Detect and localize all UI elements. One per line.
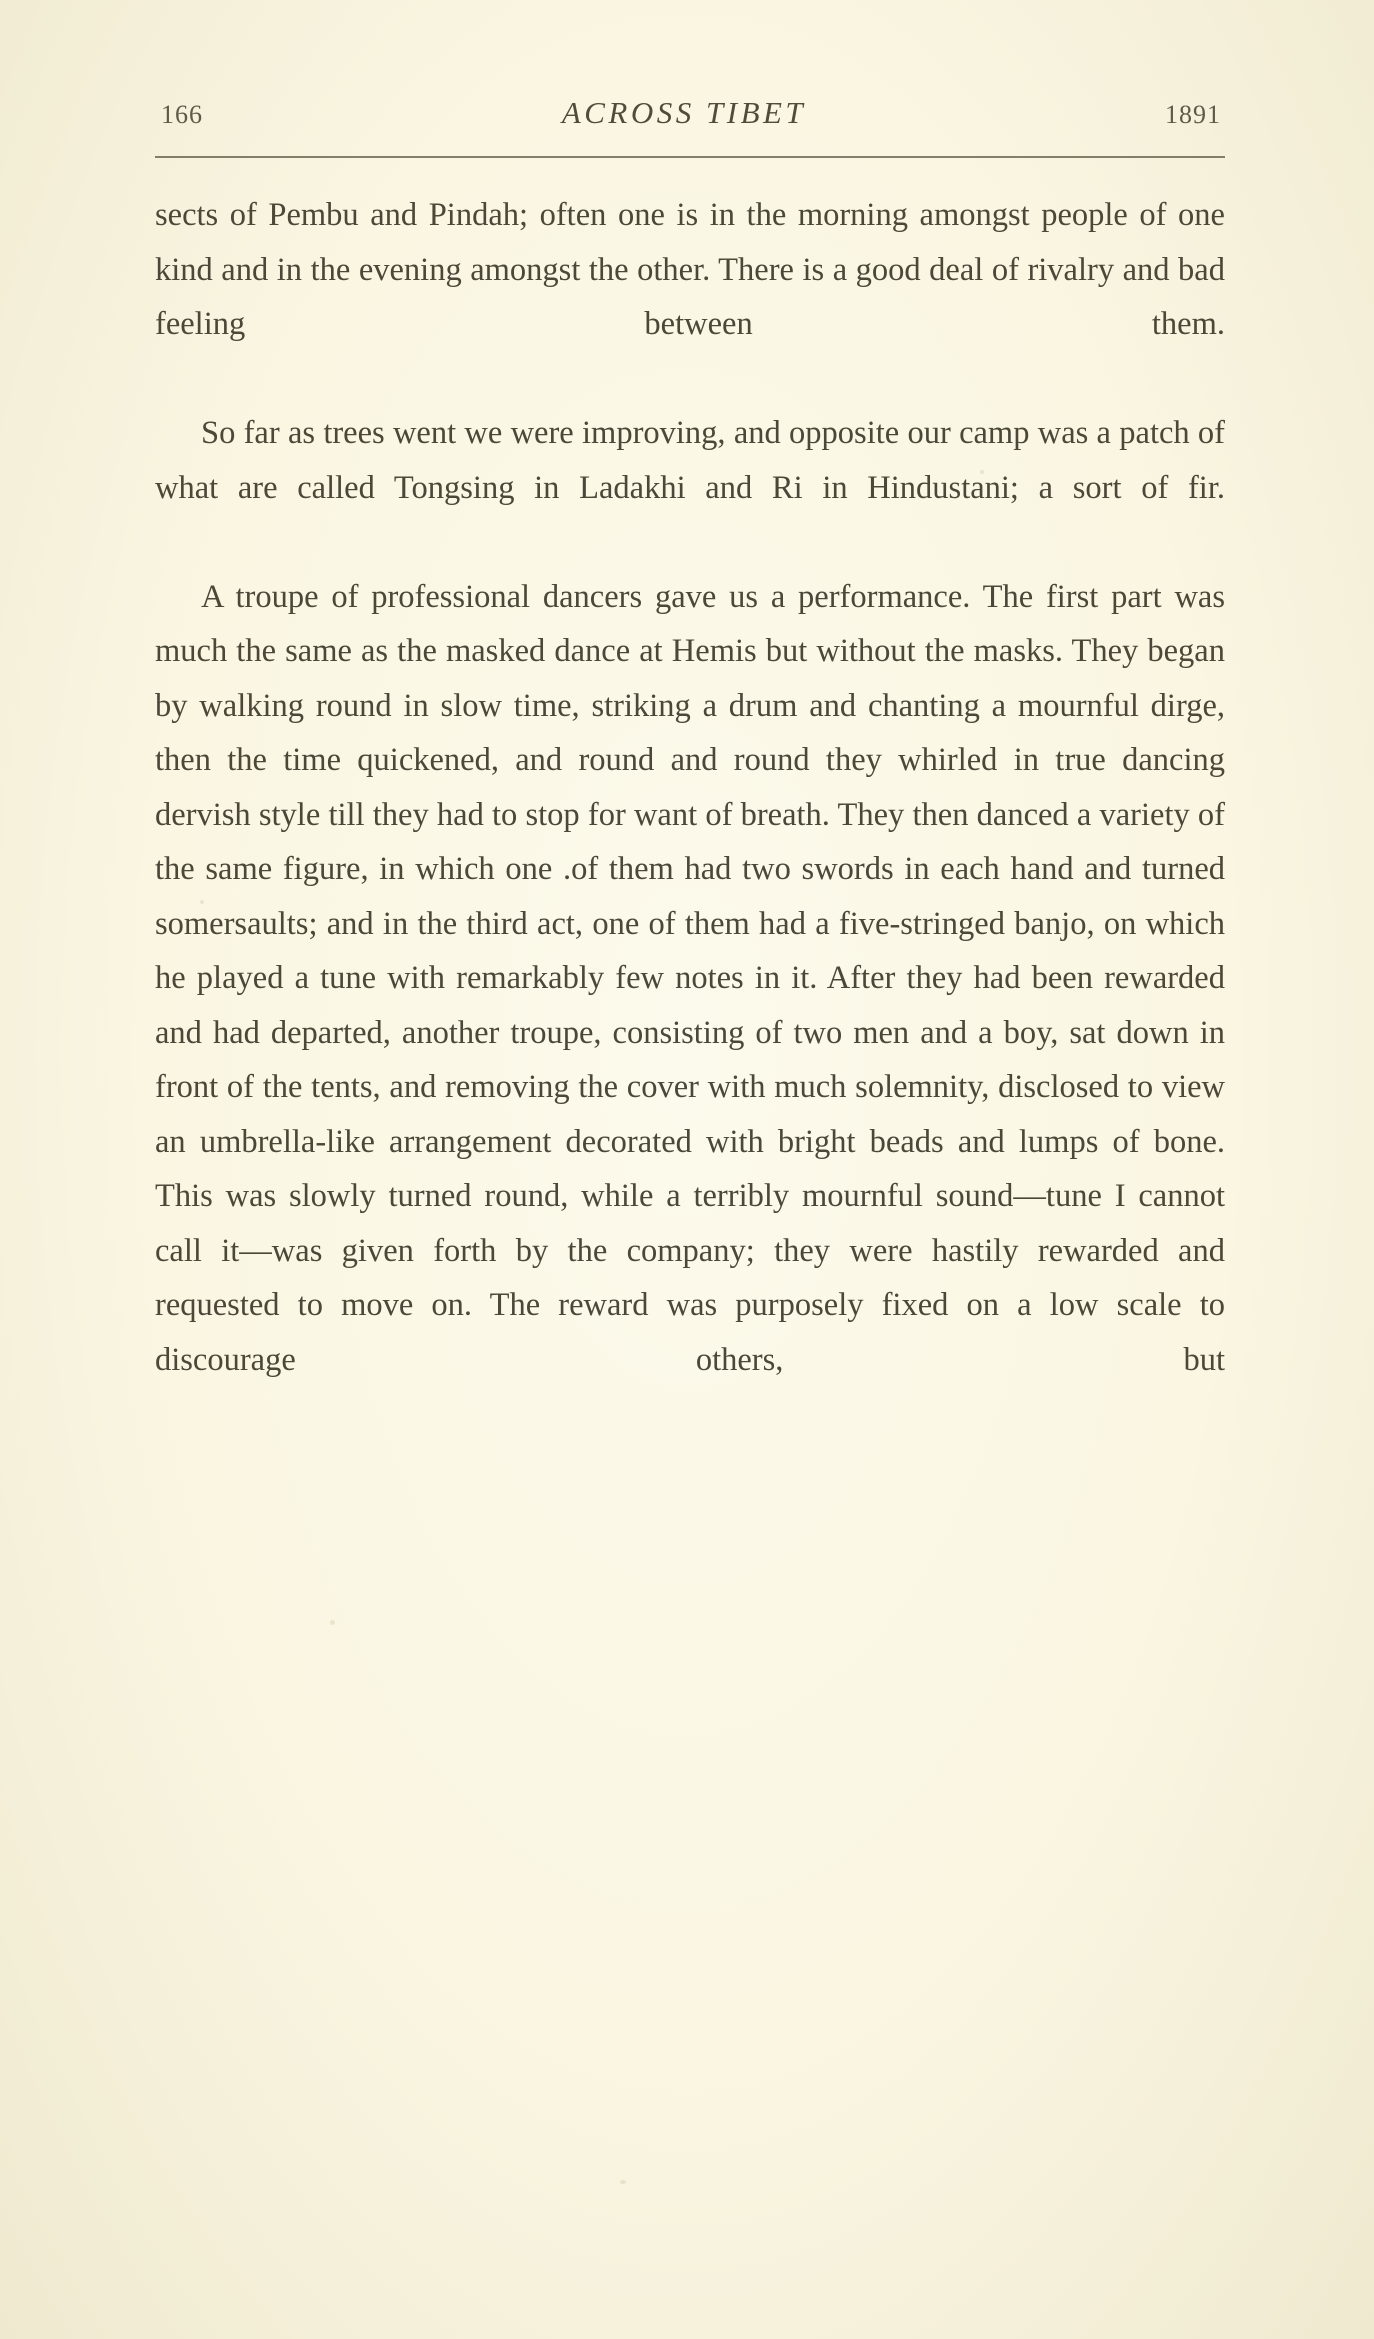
page-number-left: 166 <box>161 100 203 129</box>
paragraph: A troupe of professional dancers gave us a performance. The first part was much the same as the masked dance at Hemis but without the masks. They began by walking round in slow time, striking a drum and chanting a mournful dirge, then the time quickened, and round and round they whirled in true dancing dervish style till they had to stop for want of breath. They then danced a variety of the same figure, in which one .of them had two swords in each hand and turned somersaults; and in the third act, one of them had a five-stringed banjo, on which he played a tune with remarkably few notes in it. After they had been rewarded and had departed, another troupe, consisting of two men and a boy, sat down in front of the tents, and removing the cover with much solemnity, disclosed to view an umbrella-like arrangement decorated with bright beads and lumps of bone. This was slowly turned round, while a terribly mournful sound—tune I cannot call it—was given forth by the company; they were hastily rewarded and requested to move on. The reward was purposely fixed on a low scale to discourage others, but <box>155 578 1225 1378</box>
page-header <box>155 95 1225 131</box>
page-year-right: 1891 <box>1165 100 1221 129</box>
running-title: ACROSS TIBET <box>561 95 807 130</box>
paper-speckle <box>620 2180 626 2184</box>
paragraph: sects of Pembu and Pindah; often one is in the morning amongst people of one kind and in the evening amongst the other. There is a good deal of rivalry and bad feeling between them. <box>155 197 1225 342</box>
body-text <box>155 188 1225 1442</box>
header-rule <box>155 156 1225 158</box>
page-content <box>155 95 1225 1442</box>
paragraph: So far as trees went we were improving, and opposite our camp was a patch of what are called Tongsing in Ladakhi and Ri in Hindustani; a sort of fir. <box>155 415 1225 506</box>
paper-speckle <box>330 1620 335 1625</box>
